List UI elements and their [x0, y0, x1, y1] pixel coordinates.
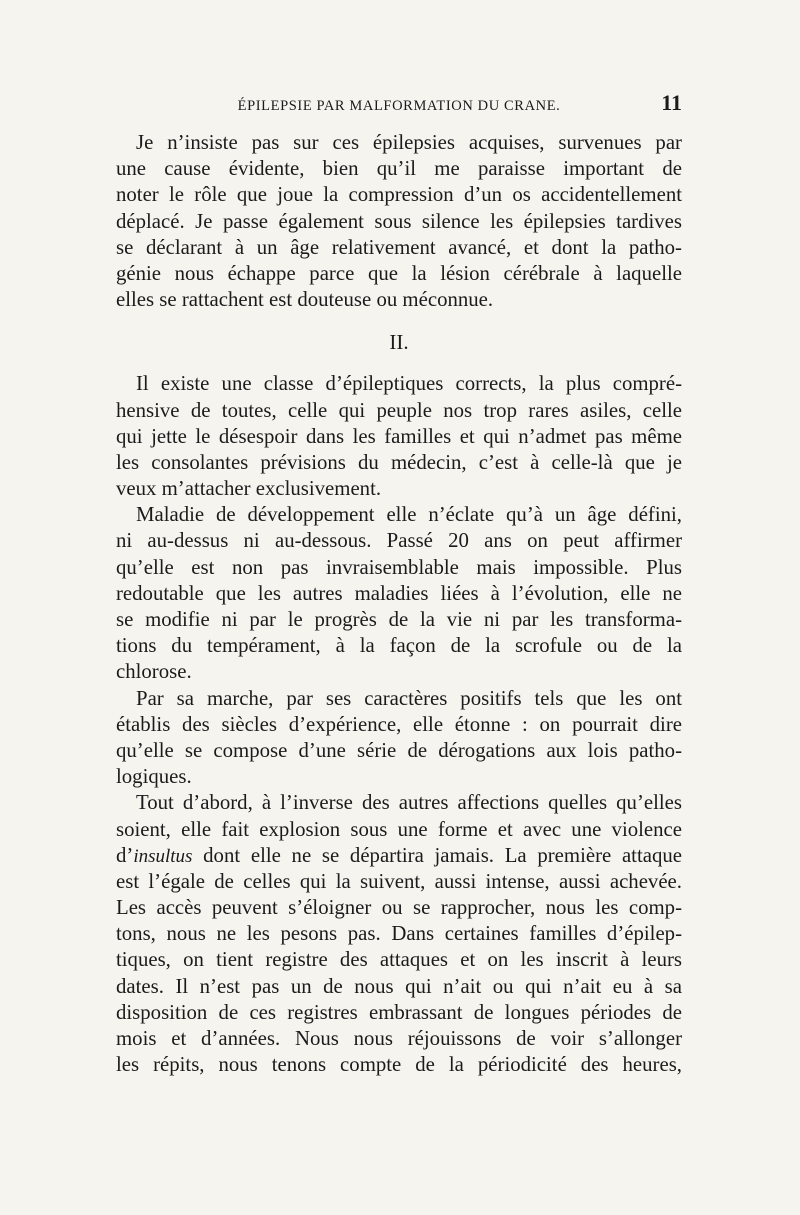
- text-line: dates. Il n’est pas un de nous qui n’ait ou qui n’ait eu à sa: [116, 974, 682, 998]
- text-line: est l’égale de celles qui la suivent, aussi intense, aussi achevée.: [116, 869, 682, 893]
- text-line: veux m’attacher exclusivement.: [116, 477, 382, 501]
- page-number: 11: [661, 90, 682, 115]
- text-line: noter le rôle que joue la compression d’un os accidentellement: [116, 183, 682, 207]
- text-line: Il existe une classe d’épileptiques corrects, la plus compré-: [136, 372, 682, 396]
- text-line: qu’elle se compose d’une série de dérogations aux lois patho-: [116, 738, 682, 762]
- text-line: génie nous échappe parce que la lésion cérébrale à laquelle: [116, 261, 682, 285]
- text-line: une cause évidente, bien qu’il me paraisse important de: [116, 157, 682, 181]
- text-line: mois et d’années. Nous nous réjouissons de voir s’allonger: [116, 1027, 682, 1050]
- italic-term: insultus: [133, 845, 193, 867]
- text-line: se déclarant à un âge relativement avancé, et dont la patho-: [116, 235, 682, 259]
- text-line: les consolantes prévisions du médecin, c’est à celle-là que je: [116, 450, 682, 474]
- text-line: soient, elle fait explosion sous une forme et avec une violence: [116, 817, 682, 841]
- text-line: hensive de toutes, celle qui peuple nos trop rares asiles, celle: [116, 398, 682, 422]
- text-line: ni au-dessus ni au-dessous. Passé 20 ans on peut affirmer: [116, 529, 682, 553]
- text-line: établis des siècles d’expérience, elle étonne : on pourrait dire: [116, 712, 682, 736]
- text-line: disposition de ces registres embrassant de longues périodes de: [116, 1000, 682, 1024]
- text-line: logiques.: [116, 765, 192, 789]
- text-line: elles se rattachent est douteuse ou méconnue.: [116, 288, 494, 312]
- text-line: les répits, nous tenons compte de la périodicité des heures,: [116, 1053, 682, 1077]
- body-text: [116, 130, 682, 1078]
- text-line: se modifie ni par le progrès de la vie ni par les transforma-: [116, 608, 682, 631]
- text-line: qu’elle est non pas invraisemblable mais impossible. Plus: [116, 555, 682, 579]
- text-line: Tout d’abord, à l’inverse des autres affections quelles qu’elles: [136, 791, 682, 815]
- text-line: Maladie de développement elle n’éclate qu’à un âge défini,: [136, 503, 682, 527]
- text-line: chlorose.: [116, 660, 192, 684]
- text-line: Par sa marche, par ses caractères positifs tels que les ont: [136, 686, 682, 710]
- text-line: [116, 843, 682, 869]
- text-line: tions du tempérament, à la façon de la scrofule ou de la: [116, 634, 682, 658]
- running-head: [116, 88, 682, 124]
- section-heading: II.: [389, 330, 409, 355]
- text-fragment: d’: [116, 843, 134, 867]
- text-line: redoutable que les autres maladies liées à l’évolution, elle ne: [116, 581, 682, 605]
- text-line: Les accès peuvent s’éloigner ou se rapprocher, nous les comp-: [116, 896, 682, 920]
- text-line: qui jette le désespoir dans les familles et qui n’admet pas même: [116, 424, 682, 448]
- text-line: tiques, on tient registre des attaques et on les inscrit à leurs: [116, 948, 682, 972]
- running-title: ÉPILEPSIE PAR MALFORMATION DU CRANE.: [237, 98, 561, 114]
- text-fragment: dont elle ne se départira jamais. La première attaque: [192, 843, 682, 867]
- text-line: déplacé. Je passe également sous silence les épilepsies tardives: [116, 209, 682, 233]
- text-line: Je n’insiste pas sur ces épilepsies acquises, survenues par: [136, 131, 682, 154]
- text-line: tons, nous ne les pesons pas. Dans certaines familles d’épilep-: [116, 922, 682, 946]
